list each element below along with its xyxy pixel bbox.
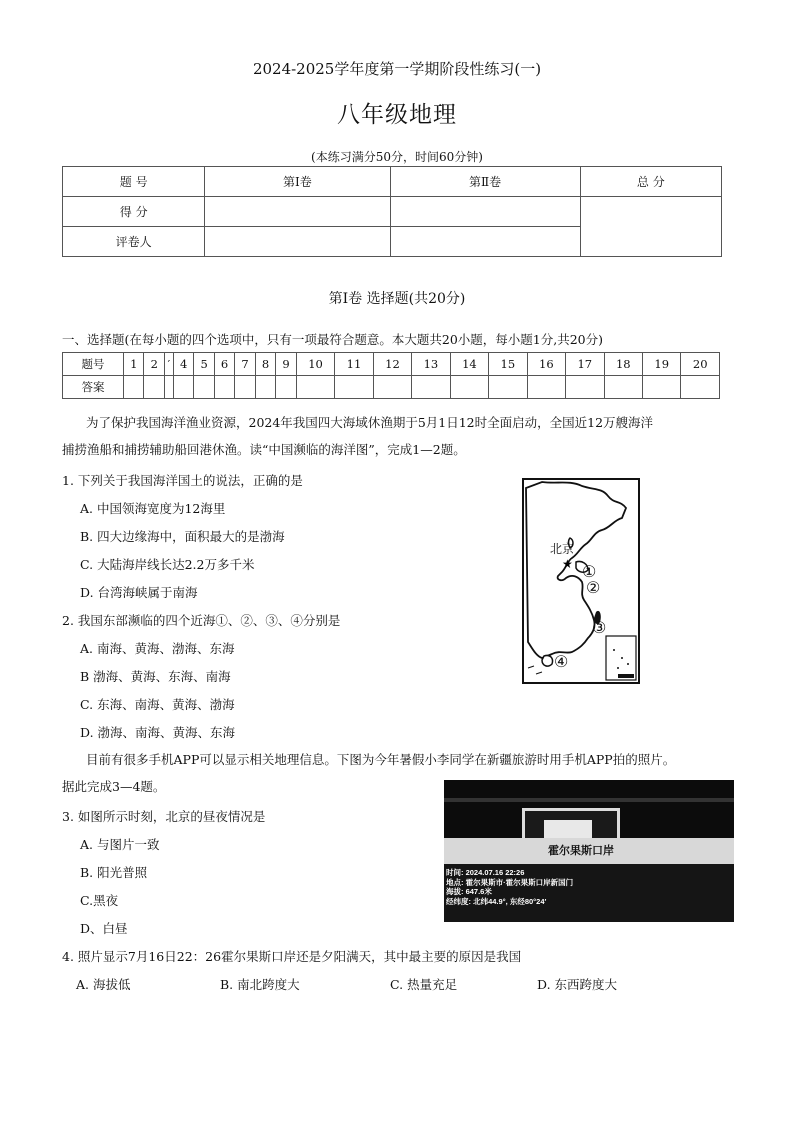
q4-option-a: A. 海拔低 — [76, 977, 131, 992]
q2-option-c: C. 东海、南海、黄海、渤海 — [80, 697, 235, 712]
photo-watermark — [446, 868, 573, 906]
china-seas-map — [522, 478, 640, 684]
answer-cell-13[interactable] — [412, 376, 450, 399]
answer-cell-8[interactable] — [255, 376, 275, 399]
q2-option-a: A. 南海、黄海、渤海、东海 — [80, 641, 235, 656]
passage2-line2: 据此完成3—4题。 — [62, 779, 166, 794]
score-header-total: 总 分 — [580, 167, 721, 197]
score-cell — [205, 197, 390, 227]
answer-number-12: 12 — [373, 353, 411, 376]
map-marker-2: ② — [586, 578, 601, 597]
exam-title: 2024-2025学年度第一学期阶段性练习(一) — [252, 60, 542, 78]
answer-cell-17[interactable] — [566, 376, 604, 399]
answer-cell-4[interactable] — [173, 376, 193, 399]
answer-number-14: 14 — [450, 353, 488, 376]
q1-option-a: A. 中国领海宽度为12海里 — [80, 501, 226, 516]
answer-table-number-label: 题号 — [63, 353, 124, 376]
photo-coords: 经纬度: 北纬44.9°, 东经80°24′ — [446, 896, 547, 906]
q3-stem: 3. 如图所示时刻，北京的昼夜情况是 — [62, 809, 266, 824]
photo-time: 时间: 2024.07.16 22:26 — [446, 868, 525, 877]
answer-number-6: 6 — [214, 353, 234, 376]
grader-row-label: 评卷人 — [63, 227, 205, 257]
answer-number-15: 15 — [489, 353, 527, 376]
answer-cell-9[interactable] — [276, 376, 296, 399]
q2-option-b: B 渤海、黄海、东海、南海 — [80, 669, 231, 684]
subject-title: 八年级地理 — [337, 102, 457, 128]
answer-number-2: 2 — [144, 353, 164, 376]
q2-option-d: D. 渤海、南海、黄海、东海 — [80, 725, 236, 740]
port-photo — [444, 780, 734, 922]
q3-option-b: B. 阳光普照 — [80, 865, 148, 880]
photo-place: 地点: 霍尔果斯市·霍尔果斯口岸新国门 — [446, 877, 574, 887]
answer-cell-16[interactable] — [527, 376, 565, 399]
answer-number-19: 19 — [643, 353, 681, 376]
score-header-part1: 第Ⅰ卷 — [205, 167, 390, 197]
answer-cell-7[interactable] — [235, 376, 255, 399]
answer-cell-12[interactable] — [373, 376, 411, 399]
answer-number-1: 1 — [124, 353, 144, 376]
exam-note: (本练习满分50分，时间60分钟) — [311, 150, 483, 164]
q1-option-c: C. 大陆海岸线长达2.2万多千米 — [80, 557, 255, 572]
answer-cell-5[interactable] — [194, 376, 214, 399]
answer-number-4: 4 — [173, 353, 193, 376]
answer-number-7: 7 — [235, 353, 255, 376]
score-cell — [390, 197, 580, 227]
answer-cell-20[interactable] — [681, 376, 720, 399]
passage1-line1: 为了保护我国海洋渔业资源，2024年我国四大海域休渔期于5月1日12时全面启动，全国近12万艘海洋 — [86, 415, 654, 430]
photo-sign-text: 霍尔果斯口岸 — [548, 845, 614, 857]
grader-cell — [390, 227, 580, 257]
q1-option-b: B. 四大边缘海中，面积最大的是渤海 — [80, 529, 285, 544]
q1-stem: 1. 下列关于我国海洋国土的说法，正确的是 — [62, 473, 303, 488]
score-row-label: 得 分 — [63, 197, 205, 227]
score-header-number: 题 号 — [63, 167, 205, 197]
score-header-part2: 第Ⅱ卷 — [390, 167, 580, 197]
answer-number-17: 17 — [566, 353, 604, 376]
answer-number-13: 13 — [412, 353, 450, 376]
q3-option-c: C.黑夜 — [80, 893, 119, 908]
answer-cell-19[interactable] — [643, 376, 681, 399]
answer-cell-18[interactable] — [604, 376, 642, 399]
section-title: 第Ⅰ卷 选择题(共20分) — [328, 291, 466, 307]
answer-cell-6[interactable] — [214, 376, 234, 399]
instructions: 一、选择题(在每小题的四个选项中，只有一项最符合题意。本大题共20小题，每小题1分,共20分) — [62, 332, 603, 347]
map-marker-1: ① — [582, 562, 597, 581]
passage2-line1: 目前有很多手机APP可以显示相关地理信息。下图为今年暑假小李同学在新疆旅游时用手机APP拍的照片。 — [86, 752, 676, 767]
q2-stem: 2. 我国东部濒临的四个近海①、②、③、④分别是 — [62, 613, 341, 628]
answer-number-20: 20 — [681, 353, 720, 376]
q1-option-d: D. 台湾海峡属于南海 — [80, 585, 198, 600]
answer-cell-2[interactable] — [144, 376, 164, 399]
q3-option-d: D、白昼 — [80, 921, 128, 936]
photo-altitude: 海拔: 647.6米 — [446, 887, 492, 896]
answer-number-11: 11 — [335, 353, 373, 376]
map-marker-3: ③ — [592, 618, 607, 637]
answer-cell-10[interactable] — [296, 376, 334, 399]
answer-table-answer-label: 答案 — [63, 376, 124, 399]
q4-stem: 4. 照片显示7月16日22：26霍尔果斯口岸还是夕阳满天，其中最主要的原因是我国 — [62, 949, 522, 964]
answer-number-18: 18 — [604, 353, 642, 376]
q4-option-c: C. 热量充足 — [390, 977, 458, 992]
answer-cell-3[interactable] — [164, 376, 173, 399]
answer-number-3: ′ — [164, 353, 173, 376]
answer-cell-11[interactable] — [335, 376, 373, 399]
answer-number-9: 9 — [276, 353, 296, 376]
answer-cell-15[interactable] — [489, 376, 527, 399]
passage1-line2: 捕捞渔船和捕捞辅助船回港休渔。读“中国濒临的海洋图”，完成1—2题。 — [62, 442, 466, 457]
grader-cell — [205, 227, 390, 257]
answer-table — [62, 352, 720, 399]
photo-gate-window — [544, 820, 592, 838]
answer-cell-14[interactable] — [450, 376, 488, 399]
total-score-cell — [580, 197, 721, 257]
score-table — [62, 166, 722, 257]
photo-horizon — [444, 798, 734, 802]
map-drawing — [522, 478, 640, 684]
q4-option-d: D. 东西跨度大 — [537, 977, 618, 992]
q3-option-a: A. 与图片一致 — [80, 837, 160, 852]
answer-number-10: 10 — [296, 353, 334, 376]
q4-option-b: B. 南北跨度大 — [220, 977, 300, 992]
answer-number-16: 16 — [527, 353, 565, 376]
answer-number-5: 5 — [194, 353, 214, 376]
map-marker-4: ④ — [554, 652, 569, 671]
answer-number-8: 8 — [255, 353, 275, 376]
answer-cell-1[interactable] — [124, 376, 144, 399]
map-beijing-label: 北京 — [550, 542, 575, 556]
svg-text:★: ★ — [562, 557, 573, 571]
